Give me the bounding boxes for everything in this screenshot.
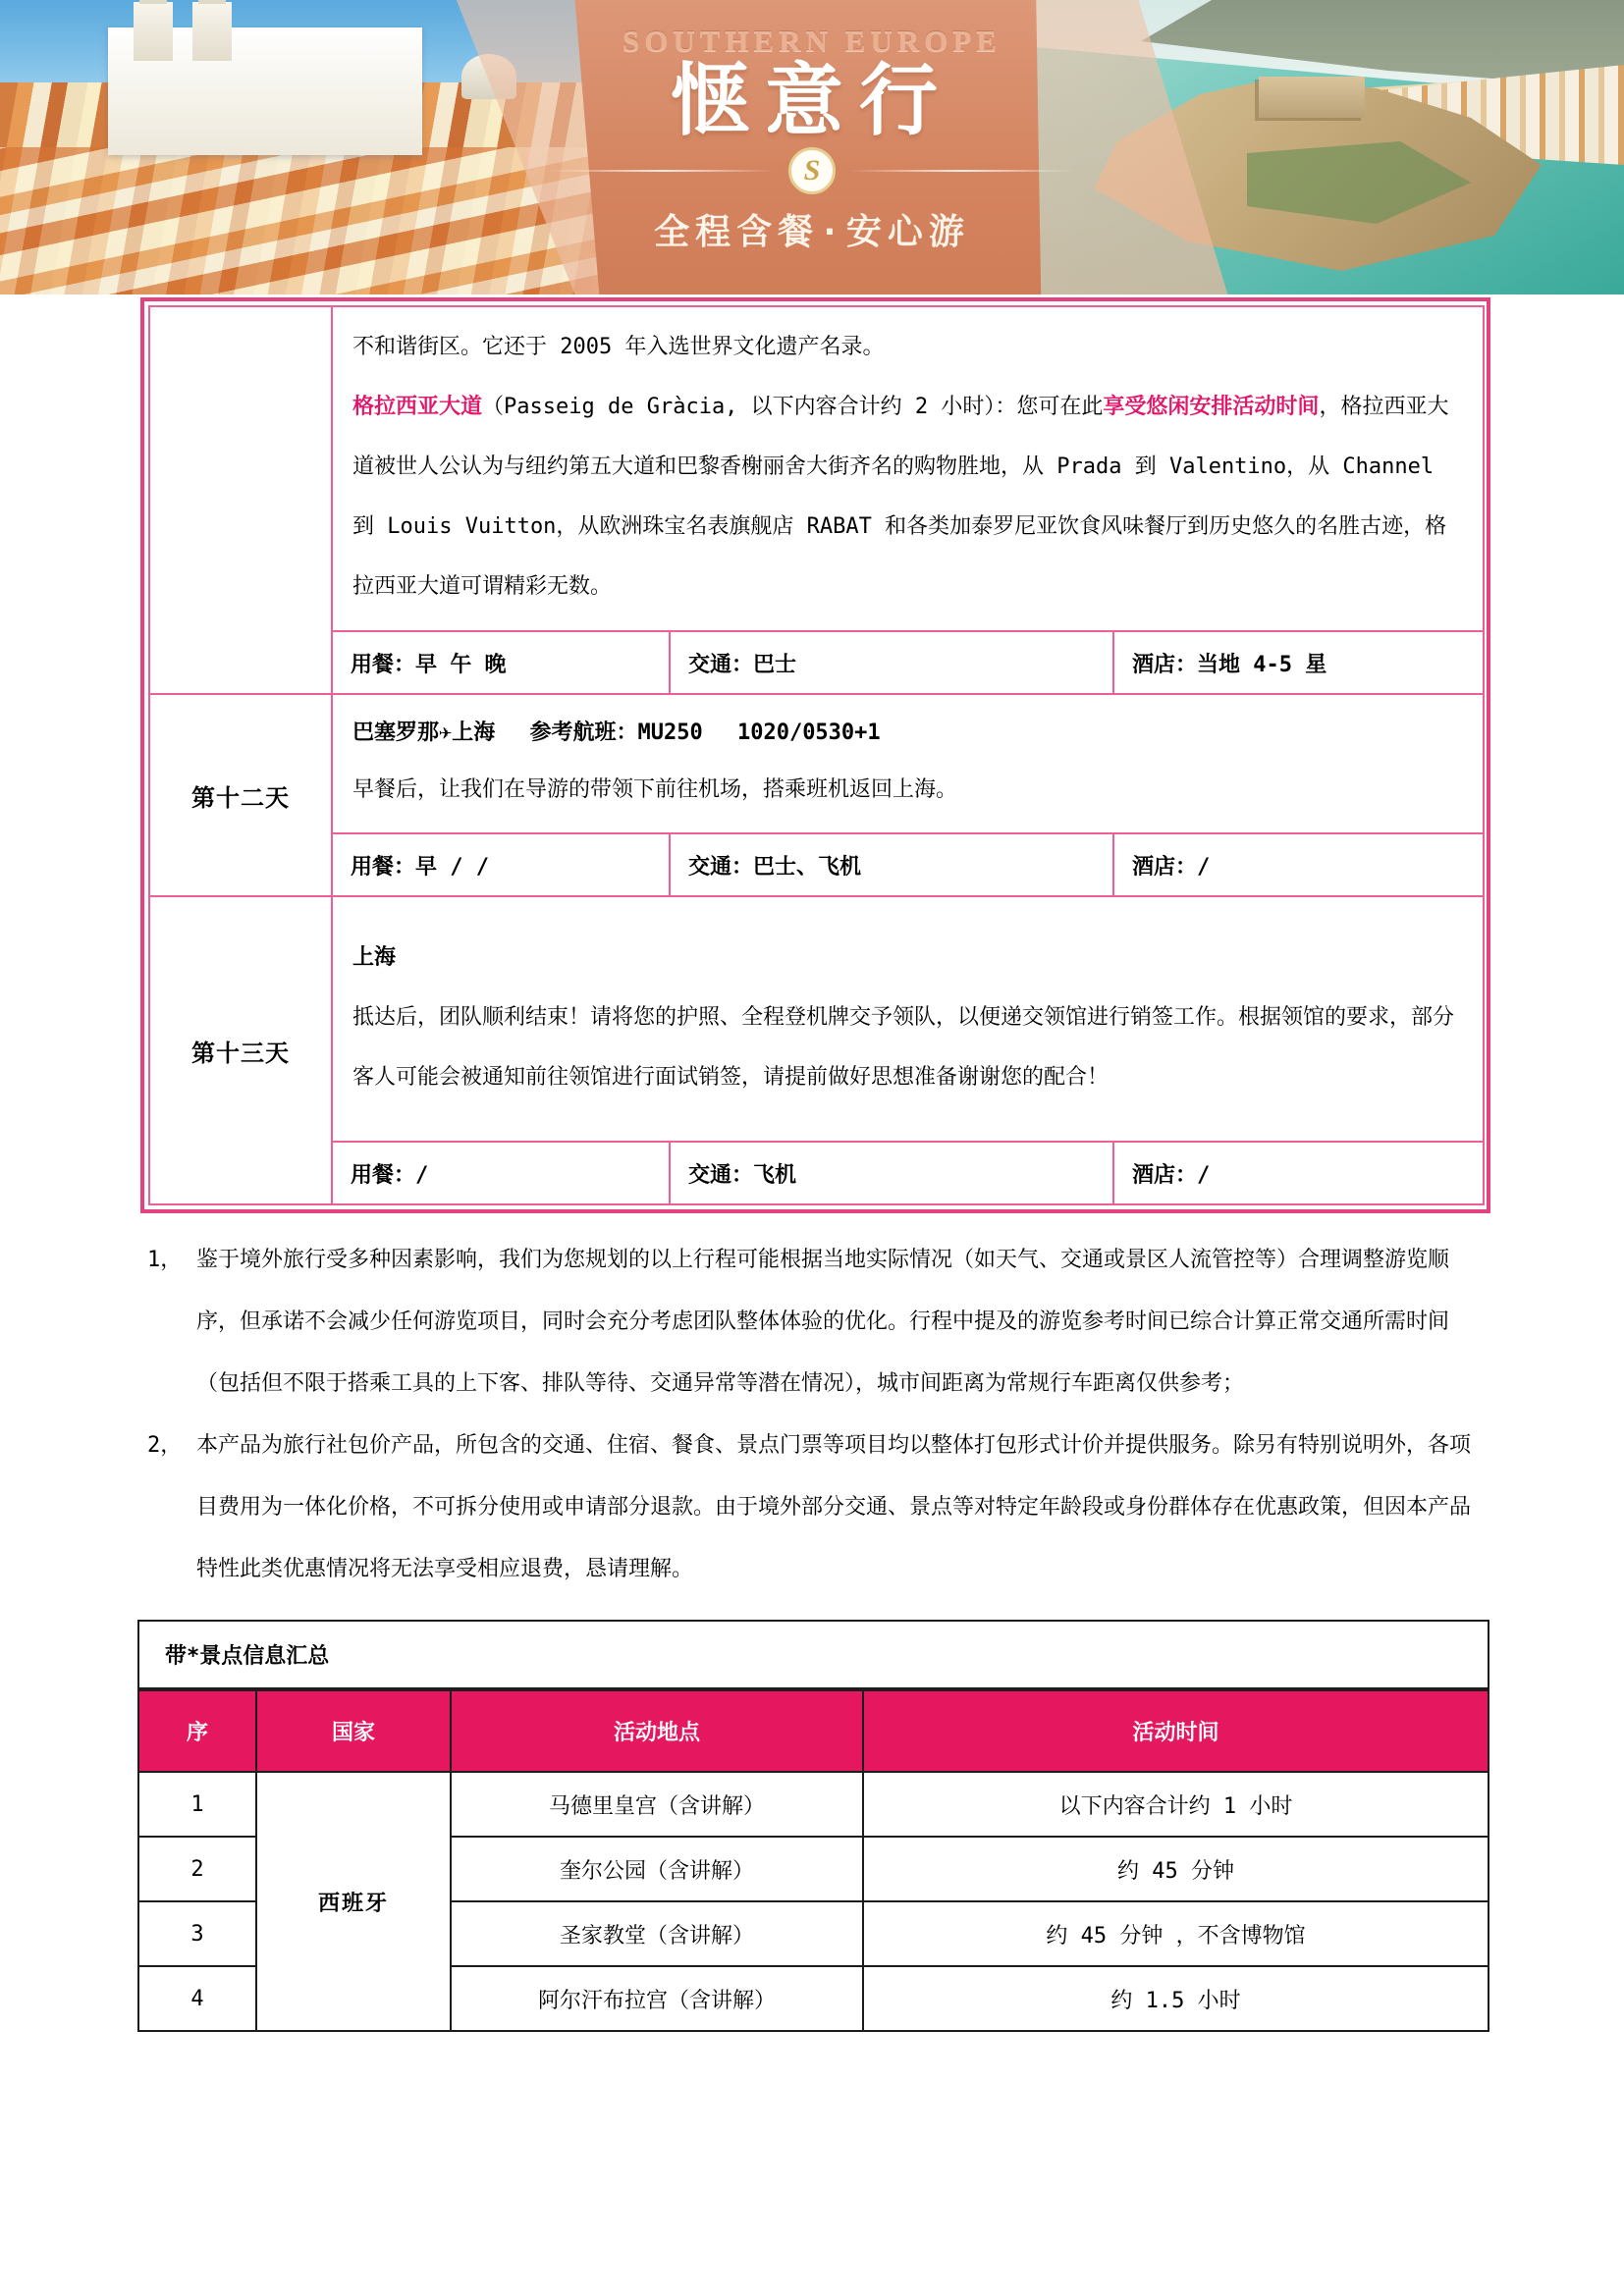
paragraph: 抵达后，团队顺利结束！请将您的护照、全程登机牌交予领队，以便递交领馆进行销签工作。根据领馆的要求，部分客人可能会被通知前往领馆进行面试销签，请提前做好思想准备谢谢您的配合！ (352, 1004, 1455, 1090)
day-description (332, 306, 1484, 631)
hotel-cell: 酒店：/ (1113, 1142, 1484, 1204)
day-label (149, 306, 332, 694)
day-label: 第十三天 (149, 896, 332, 1204)
meals-cell: 用餐：早 午 晚 (332, 631, 670, 694)
itinerary-table (148, 305, 1485, 1205)
duration-cell: 约 45 分钟 ，不含博物馆 (863, 1901, 1489, 1966)
separator-line (849, 170, 1075, 172)
attractions-summary-table (137, 1620, 1489, 2032)
table-row (149, 833, 1484, 896)
attractions-summary-wrap (137, 1620, 1488, 2032)
note-text: 鉴于境外旅行受多种因素影响，我们为您规划的以上行程可能根据当地实际情况（如天气、交通或景区人流管控等）合理调整游览顺序，但承诺不会减少任何游览项目，同时会充分考虑团队整体体验的优化。行程中提及的游览参考时间已综合计算正常交通所需时间（包括但不限于搭乘工具的上下客、排队等待、交通异常等潜在情况），城市间距离为常规行车距离仅供参考； (196, 1248, 1450, 1396)
col-header-place: 活动地点 (451, 1689, 863, 1772)
header-banner (0, 0, 1624, 294)
table-row (138, 1621, 1489, 1689)
hotel-cell: 酒店：/ (1113, 833, 1484, 896)
highlight-place-name: 格拉西亚大道 (352, 395, 483, 419)
note-item-1 (147, 1229, 1488, 1415)
banner-subtitle-en: SOUTHERN EUROPE (623, 24, 1001, 58)
table-row (149, 896, 1484, 1142)
table-row (149, 306, 1484, 631)
table-header-row (138, 1689, 1489, 1772)
transport-cell: 交通：飞机 (670, 1142, 1113, 1204)
col-header-index: 序 (138, 1689, 256, 1772)
row-index: 1 (138, 1772, 256, 1837)
brand-coin-icon: S (788, 147, 836, 194)
meals-cell: 用餐：/ (332, 1142, 670, 1204)
place-cell: 圣家教堂（含讲解） (451, 1901, 863, 1966)
table-row (149, 694, 1484, 833)
banner-separator (0, 147, 1624, 194)
table-row (138, 1772, 1489, 1837)
row-index: 3 (138, 1901, 256, 1966)
banner-tagline: 全程含餐·安心游 (654, 212, 970, 252)
country-cell: 西班牙 (256, 1772, 451, 2031)
col-header-duration: 活动时间 (863, 1689, 1489, 1772)
transport-cell: 交通：巴士、飞机 (670, 833, 1113, 896)
flight-title: 巴塞罗那✈上海 参考航班：MU250 1020/0530+1 (352, 721, 881, 745)
hotel-cell: 酒店：当地 4-5 星 (1113, 631, 1484, 694)
paragraph: 早餐后，让我们在导游的带领下前往机场，搭乘班机返回上海。 (352, 777, 958, 802)
banner-content (0, 0, 1624, 294)
separator-line (549, 170, 775, 172)
table-row (149, 1142, 1484, 1204)
day-label: 第十二天 (149, 694, 332, 896)
city-title: 上海 (352, 944, 397, 970)
place-cell: 马德里皇宫（含讲解） (451, 1772, 863, 1837)
transport-cell: 交通：巴士 (670, 631, 1113, 694)
col-header-country: 国家 (256, 1689, 451, 1772)
highlight-free-time: 享受悠闲安排活动时间 (1103, 395, 1320, 419)
row-index: 2 (138, 1837, 256, 1901)
day-description (332, 694, 1484, 833)
duration-cell: 约 45 分钟 (863, 1837, 1489, 1901)
place-cell: 阿尔汗布拉宫（含讲解） (451, 1966, 863, 2031)
place-cell: 奎尔公园（含讲解） (451, 1837, 863, 1901)
paragraph: 格拉西亚大道（Passeig de Gràcia, 以下内容合计约 2 小时）：您可在此享受悠闲安排活动时间，格拉西亚大道被世人公认为与纽约第五大道和巴黎香榭丽舍大街齐名的购物胜地，从 Prada 到 Valentino，从 Channel 到 Louis Vuitton，从欧洲珠宝名表旗舰店 RABAT 和各类加泰罗尼亚饮食风味餐厅到历史悠久的名胜古迹，格拉西亚大道可谓精彩无数。 (352, 395, 1449, 599)
note-text: 本产品为旅行社包价产品，所包含的交通、住宿、餐食、景点门票等项目均以整体打包形式计价并提供服务。除另有特别说明外，各项目费用为一体化价格，不可拆分使用或申请部分退款。由于境外部分交通、景点等对特定年龄段或身份群体存在优惠政策，但因本产品特性此类优惠情况将无法享受相应退费，恳请理解。 (196, 1433, 1472, 1581)
day-description (332, 896, 1484, 1142)
notes-section (147, 1229, 1488, 1600)
banner-title: 惬意行 (671, 59, 953, 145)
table-row (149, 631, 1484, 694)
note-item-2 (147, 1415, 1488, 1600)
paragraph: 不和谐街区。它还于 2005 年入选世界文化遗产名录。 (352, 335, 885, 359)
duration-cell: 约 1.5 小时 (863, 1966, 1489, 2031)
itinerary-table-wrap (140, 297, 1490, 1213)
meals-cell: 用餐：早 / / (332, 833, 670, 896)
row-index: 4 (138, 1966, 256, 2031)
duration-cell: 以下内容合计约 1 小时 (863, 1772, 1489, 1837)
note-number: 1， (147, 1248, 183, 1272)
note-number: 2， (147, 1433, 183, 1458)
summary-title: 带*景点信息汇总 (138, 1621, 1489, 1689)
